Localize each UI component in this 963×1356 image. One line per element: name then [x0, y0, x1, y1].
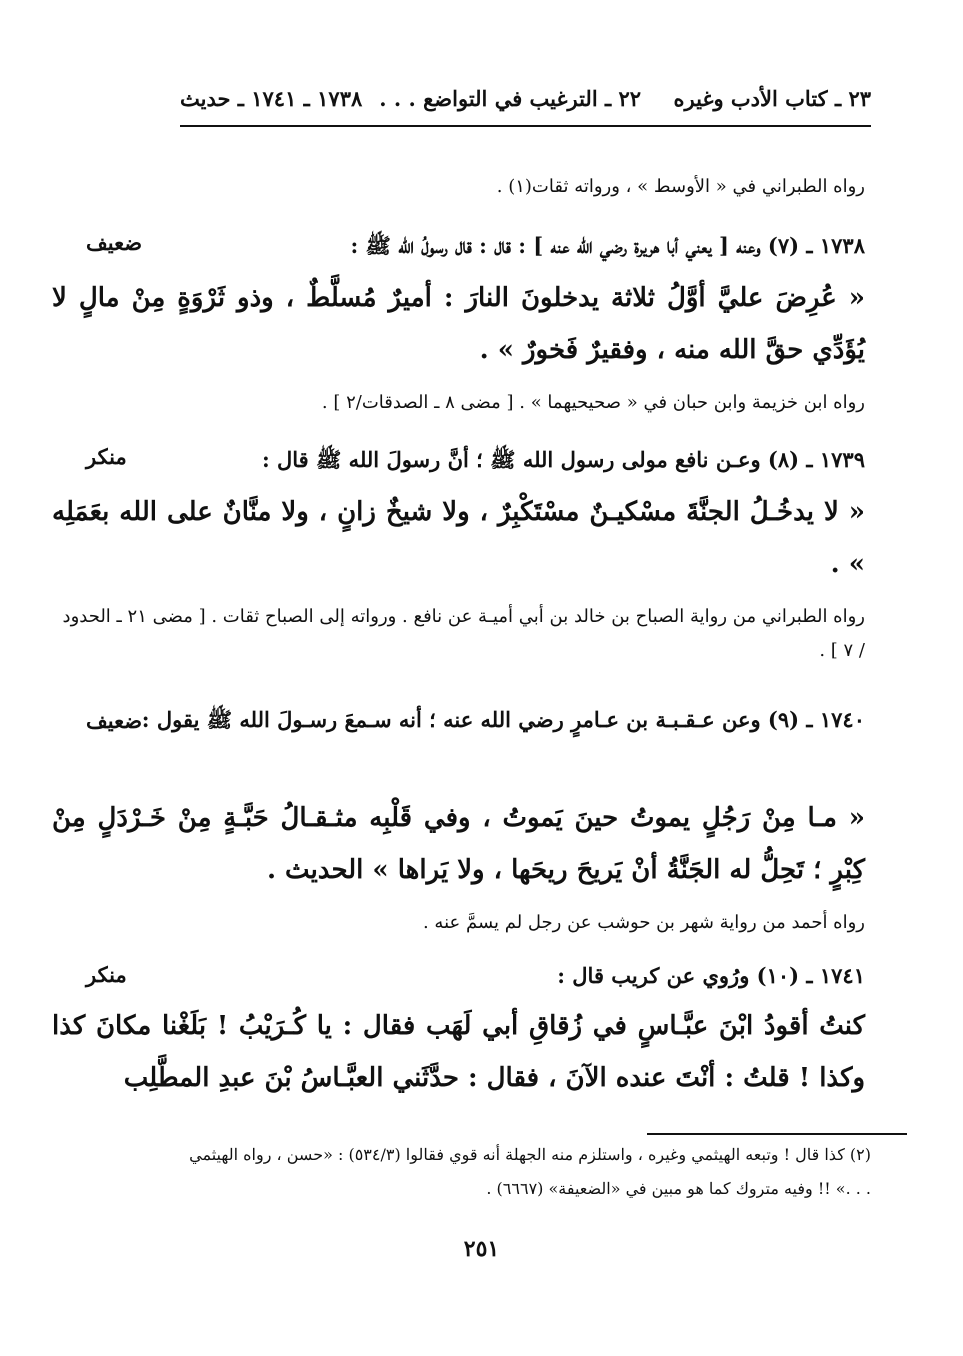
intro-source-note: رواه الطبراني في « الأوسط » ، ورواته ثقات(١) . — [496, 176, 865, 197]
hadith-text: كنتُ أقودُ ابْنَ عبَّـاسٍ في زُقاقِ أبي لَهَب فقال : يا كُـرَيْبُ ! بَلَغْنا مكانَ كذا وكذا ! قلتُ : أنْتَ عنده الآنَ ، فقال : حدَّثَني العبَّـاسُ بْنَ عبدِ المطَّلِب — [52, 1011, 865, 1093]
hadith-grade: منكر — [86, 962, 127, 987]
hadith-grade: ضعيف — [86, 708, 143, 733]
page-number: ٢٥١ — [463, 1236, 500, 1262]
hadith-heading: ١٧٤٠ ـ (٩) وعن عـقـبـة بن عـامرٍ رضي الله عنه ؛ أنه سـمعَ رسـولَ الله ﷺ يقول : — [141, 707, 865, 732]
header-chapter-title: ٢٢ ـ الترغيب في التواضع . . . — [379, 86, 641, 111]
hadith-source-note: رواه ابن خزيمة وابن حبان في « صحيحيهما » . [ مضى ٨ ـ الصدقات/٢ ] . — [321, 392, 865, 413]
hadith-grade: منكر — [86, 444, 127, 469]
header-hadith-range: ١٧٣٨ ـ ١٧٤١ ـ حديث — [180, 86, 363, 111]
hadith-heading: ١٧٣٨ ـ (٧) وعنه [ يعني أبا هريرة رضي الله عنه ] : قال : قال رسولُ الله ﷺ : — [350, 233, 865, 258]
hadith-source-note: رواه أحمد من رواية شهر بن حوشب عن رجل لم يسمَّ عنه . — [422, 912, 865, 933]
running-header — [180, 86, 871, 122]
hadith-grade: ضعيف — [86, 230, 143, 255]
hadith-text: « عُرِضَ عليَّ أوَّلُ ثلاثة يدخلونَ النارَ : أميرٌ مُسلَّطٌ ، وذو ثَرْوَةٍ مِنْ مالٍ لا يُؤَدِّي حقَّ الله منه ، وفقيرٌ فَخورٌ » . — [52, 283, 865, 365]
footnote-rule — [647, 1133, 907, 1135]
header-rule — [180, 125, 871, 127]
hadith-text: « مـا مِنْ رَجُلٍ يموتُ حينَ يَموتُ ، وفي قَلْبِه مثـقـالُ حَبَّـةٍ مِنْ خَـرْدَلٍ مِنْ كِبْرٍ ؛ تَحِلُّ له الجَنَّةُ أنْ يَريحَ ريحَها ، ولا يَراها » الحديث . — [52, 803, 865, 885]
hadith-text: « لا يدخُـلُ الجنَّةَ مسْكيـنٌ مسْتَكْبِرٌ ، ولا شيخٌ زانٍ ، ولا منَّانٌ على الله بعَمَلِه » . — [52, 497, 865, 579]
footnote: (٢) كذا قال ! وتبعه الهيثمي وغيره ، واستلزم منه الجهلة أنه قوي فقالوا (٥٣٤/٣) : «حسن ، رواه الهيثمي . . .» !! وفيه متروك كما هو مبين في «الضعيفة» (٦٦٦٧) . — [189, 1145, 871, 1198]
hadith-source-note: رواه الطبراني من رواية الصباح بن خالد بن أبي أميـة عن نافع . ورواته إلى الصباح ثقات . [ مضى ٢١ ـ الحدود / ٧ ] . — [62, 606, 865, 661]
header-book-title: ٢٣ ـ كتاب الأدب وغيره — [673, 86, 871, 111]
hadith-heading: ١٧٣٩ ـ (٨) وعـن نافع مولى رسول الله ﷺ ؛ أنَّ رسولَ الله ﷺ قال : — [261, 447, 865, 472]
hadith-heading: ١٧٤١ ـ (١٠) ورُوي عن كريب قال : — [557, 963, 865, 988]
